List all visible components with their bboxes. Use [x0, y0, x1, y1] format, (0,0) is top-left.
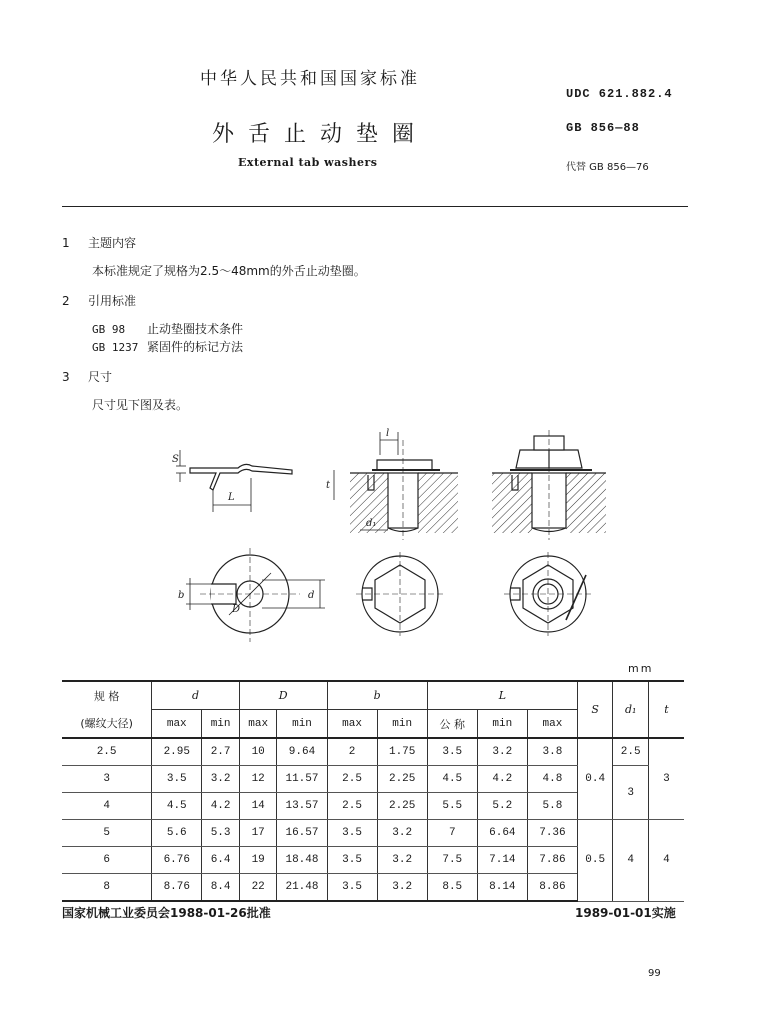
dim-label-t: t	[326, 480, 331, 491]
header-L: L	[427, 681, 577, 710]
section-number: 2	[62, 294, 70, 308]
cell-d1: 3	[613, 766, 648, 820]
cell-D-max: 17	[239, 820, 277, 847]
cell-b-min: 3.2	[377, 874, 427, 902]
cell-spec: 8	[62, 874, 152, 902]
dim-label-l: l	[386, 428, 390, 439]
cell-d-max: 4.5	[152, 793, 202, 820]
cell-d-min: 6.4	[202, 847, 240, 874]
dim-label-S: S	[172, 454, 179, 465]
standard-number: GB 856—88	[566, 121, 640, 135]
dim-label-D: D	[232, 604, 241, 615]
cell-b-min: 3.2	[377, 847, 427, 874]
header-D: D	[239, 681, 327, 710]
cell-d1: 4	[613, 820, 648, 902]
cell-spec: 2.5	[62, 738, 152, 766]
header-min: min	[202, 710, 240, 739]
cell-L-nominal: 7.5	[427, 847, 477, 874]
cell-L-nominal: 8.5	[427, 874, 477, 902]
installed-section-view	[326, 428, 458, 540]
cell-d-min: 5.3	[202, 820, 240, 847]
cell-spec: 3	[62, 766, 152, 793]
reference-code: GB 98	[92, 323, 126, 336]
cell-d-max: 2.95	[152, 738, 202, 766]
page-number: 99	[648, 968, 661, 979]
cell-L-min: 8.14	[477, 874, 527, 902]
cell-D-max: 10	[239, 738, 277, 766]
section-number: 3	[62, 370, 70, 384]
plan-view	[178, 548, 325, 642]
cell-L-nominal: 4.5	[427, 766, 477, 793]
dim-label-d1: d₁	[366, 518, 377, 529]
cell-b-min: 1.75	[377, 738, 427, 766]
cell-L-min: 4.2	[477, 766, 527, 793]
plan-view-assembled	[504, 552, 592, 636]
organization-heading: 中华人民共和国国家标准	[200, 69, 420, 89]
cell-d-min: 3.2	[202, 766, 240, 793]
reference-name: 止动垫圈技术条件	[147, 322, 244, 336]
table-row	[62, 820, 684, 847]
cell-L-max: 5.8	[527, 793, 577, 820]
cell-D-min: 18.48	[277, 847, 327, 874]
section-title: 引用标准	[88, 294, 137, 308]
assembled-section-view	[492, 430, 606, 540]
header-t: t	[648, 681, 684, 738]
cell-spec: 5	[62, 820, 152, 847]
header-nominal: 公 称	[427, 710, 477, 739]
reference-name: 紧固件的标记方法	[147, 340, 244, 354]
cell-t: 3	[648, 738, 684, 820]
cell-L-max: 3.8	[527, 738, 577, 766]
cell-L-min: 5.2	[477, 793, 527, 820]
cell-D-min: 13.57	[277, 793, 327, 820]
cell-d1: 2.5	[613, 738, 648, 766]
cell-d-min: 2.7	[202, 738, 240, 766]
cell-d-max: 5.6	[152, 820, 202, 847]
cell-b-max: 3.5	[327, 820, 377, 847]
cell-S: 0.4	[577, 738, 612, 820]
cell-D-max: 19	[239, 847, 277, 874]
dim-label-L: L	[228, 492, 235, 503]
header-max: max	[152, 710, 202, 739]
cell-b-min: 3.2	[377, 820, 427, 847]
header-min: min	[377, 710, 427, 739]
cell-b-max: 3.5	[327, 874, 377, 902]
cell-d-min: 4.2	[202, 793, 240, 820]
header-min: min	[277, 710, 327, 739]
dimensions-table	[62, 680, 684, 902]
cell-L-nominal: 3.5	[427, 738, 477, 766]
section-number: 1	[62, 236, 70, 250]
cell-b-max: 2.5	[327, 766, 377, 793]
cell-L-max: 7.36	[527, 820, 577, 847]
cell-d-max: 6.76	[152, 847, 202, 874]
cell-L-max: 7.86	[527, 847, 577, 874]
header-max: max	[239, 710, 277, 739]
dim-label-d: d	[308, 590, 315, 601]
header-spec-sub: (螺纹大径)	[62, 710, 152, 739]
plan-view-hex	[356, 552, 444, 636]
table-header-row	[62, 681, 684, 710]
section-3-body: 尺寸见下图及表。	[92, 398, 189, 412]
implementation-date: 1989-01-01实施	[575, 906, 676, 920]
reference-code: GB 1237	[92, 341, 139, 354]
cell-b-min: 2.25	[377, 793, 427, 820]
cell-b-max: 2.5	[327, 793, 377, 820]
cell-D-max: 14	[239, 793, 277, 820]
udc-code: UDC 621.882.4	[566, 87, 673, 101]
cell-b-max: 2	[327, 738, 377, 766]
cell-L-min: 7.14	[477, 847, 527, 874]
cell-L-nominal: 7	[427, 820, 477, 847]
cell-D-min: 11.57	[277, 766, 327, 793]
header-d1: d₁	[613, 681, 648, 738]
cell-D-min: 21.48	[277, 874, 327, 902]
cell-D-max: 22	[239, 874, 277, 902]
cell-L-max: 8.86	[527, 874, 577, 902]
replaces-standard: 代替 GB 856—76	[566, 162, 649, 173]
section-title: 主题内容	[88, 236, 137, 250]
cell-d-max: 8.76	[152, 874, 202, 902]
approval-note: 国家机械工业委员会1988-01-26批准	[62, 906, 271, 920]
document-title-en: External tab washers	[238, 156, 378, 169]
section-title: 尺寸	[88, 370, 113, 384]
cell-t: 4	[648, 820, 684, 902]
cell-S: 0.5	[577, 820, 612, 902]
cell-D-min: 16.57	[277, 820, 327, 847]
dim-label-b: b	[178, 590, 185, 601]
header-spec: 规 格	[62, 681, 152, 710]
header-max: max	[527, 710, 577, 739]
cell-D-max: 12	[239, 766, 277, 793]
cell-L-min: 6.64	[477, 820, 527, 847]
cell-b-min: 2.25	[377, 766, 427, 793]
cell-spec: 4	[62, 793, 152, 820]
section-1-body: 本标准规定了规格为2.5～48mm的外舌止动垫圈。	[92, 264, 366, 278]
cell-spec: 6	[62, 847, 152, 874]
header-min: min	[477, 710, 527, 739]
cell-L-max: 4.8	[527, 766, 577, 793]
header-max: max	[327, 710, 377, 739]
header-S: S	[577, 681, 612, 738]
header-b: b	[327, 681, 427, 710]
table-row	[62, 738, 684, 766]
cell-d-max: 3.5	[152, 766, 202, 793]
cell-L-nominal: 5.5	[427, 793, 477, 820]
cell-D-min: 9.64	[277, 738, 327, 766]
document-title-cn: 外舌止动垫圈	[212, 122, 429, 147]
header-d: d	[152, 681, 240, 710]
side-view	[172, 450, 292, 512]
cell-b-max: 3.5	[327, 847, 377, 874]
table-unit: mm	[628, 662, 654, 675]
cell-L-min: 3.2	[477, 738, 527, 766]
cell-d-min: 8.4	[202, 874, 240, 902]
